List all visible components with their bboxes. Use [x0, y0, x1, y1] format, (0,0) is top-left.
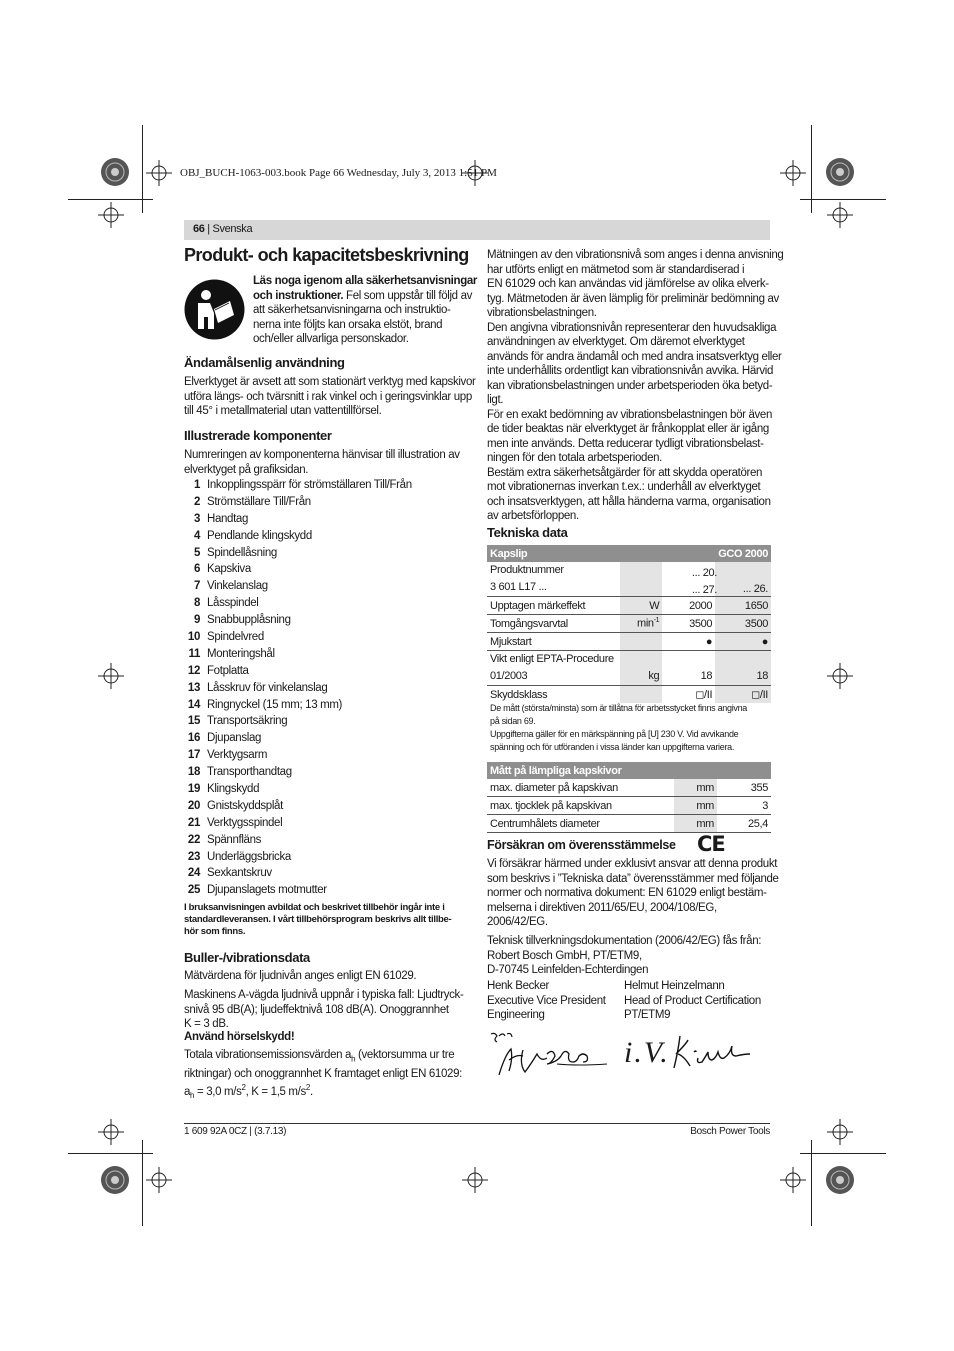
text-segment: , K = 1,5 m/s: [245, 1086, 306, 1099]
row-label: max. tjocklek på kapskivan: [487, 797, 674, 815]
warning-line-text: och/eller allvarliga personskador.: [253, 333, 409, 345]
text-segment: .: [310, 1086, 313, 1099]
col-model: GCO 2000: [715, 545, 771, 562]
crosshair-mark-icon: [780, 160, 806, 186]
table-row: [487, 779, 771, 797]
row-unit: [620, 615, 662, 633]
crosshair-mark-icon: [827, 202, 853, 228]
crosshair-mark-icon: [462, 1167, 488, 1193]
text-line: ningen för den totala arbetsperioden.: [487, 452, 663, 464]
list-item: [184, 648, 464, 665]
table-header-row: [487, 762, 771, 779]
text-line: Den angivna vibrationsnivån representerar den huvudsakliga: [487, 321, 777, 334]
row-unit: [620, 562, 662, 597]
list-item: [184, 631, 464, 648]
signatory-name: Henk Becker: [487, 980, 549, 992]
component-number: 22: [187, 833, 200, 846]
list-item: [184, 530, 464, 547]
component-name: Djupanslag: [207, 732, 262, 745]
component-name: Sexkantskruv: [207, 867, 272, 880]
superscript: 2: [305, 1083, 311, 1093]
ce-mark-icon: CE: [697, 832, 725, 856]
row-unit: mm: [674, 797, 717, 815]
row-value: 2000: [662, 597, 715, 615]
text-line: och insatsverktygen, att hålla händerna varma, organisation: [487, 495, 771, 508]
text-line: melserna i direktiven 2011/65/EU, 2004/108/EG,: [487, 901, 717, 914]
label-line: Produktnummer: [490, 564, 564, 576]
intended-use-heading: Ändamålsenlig användning: [184, 355, 345, 370]
component-number: 25: [187, 884, 200, 897]
text-segment: a: [184, 1086, 191, 1099]
text-line: Teknisk tillverkningsdokumentation (2006/42/EG) fås från:: [487, 935, 762, 947]
component-number: 1: [193, 479, 200, 491]
row-value-alt: [715, 651, 771, 686]
text-line: Robert Bosch GmbH, PT/ETM9,: [487, 949, 642, 962]
component-number: 16: [187, 732, 200, 745]
text-line: snivå 95 dB(A); ljudeffektnivå 108 dB(A). Onoggrannhet: [184, 1003, 449, 1016]
component-name: Pendlande klingskydd: [207, 529, 312, 542]
row-label: Mjukstart: [487, 633, 620, 651]
label-line: 3 601 L17 ...: [490, 581, 547, 593]
component-number: 9: [193, 614, 200, 627]
component-list: [184, 479, 464, 901]
component-number: 14: [187, 698, 200, 711]
registration-mark-icon: [100, 1165, 130, 1195]
list-item: [184, 867, 464, 884]
text-line: normer och normativa dokument: EN 61029 enligt bestäm-: [487, 887, 767, 899]
row-unit: W: [620, 597, 662, 615]
row-value-alt: ●: [715, 633, 771, 651]
signature-left: [487, 1030, 612, 1080]
component-name: Transporthandtag: [207, 766, 292, 779]
list-item: [184, 547, 464, 564]
warning-line-bold: och instruktioner.: [253, 289, 344, 302]
component-name: Kapskiva: [207, 563, 251, 576]
component-name: Spindelvred: [207, 631, 264, 644]
text-line: Mätningen av den vibrationsnivå som anges i denna anvisning: [487, 249, 784, 261]
text-line: inte underhållits ordentligt kan vibrationsnivån avvika. Härvid: [487, 365, 774, 377]
list-item: [184, 851, 464, 868]
row-unit: [620, 633, 662, 651]
text-line: Elverktyget är avsett att som stationärt verktyg med kapskivor: [184, 376, 476, 388]
text-line: används för andra ändamål och med andra insatsverktyg eller: [487, 350, 782, 363]
header-language: Svenska: [212, 223, 253, 235]
component-number: 7: [193, 580, 200, 593]
list-item: [184, 834, 464, 851]
page-header: [193, 223, 252, 235]
footer-rule: [184, 1123, 770, 1124]
text-line: D-70745 Leinfelden-Echterdingen: [487, 964, 649, 976]
row-label: [487, 562, 620, 597]
disc-dimensions-table: [487, 762, 771, 833]
text-line: utföra längs- och tvärsnitt i rak vinkel och i geringsvinklar upp: [184, 390, 472, 403]
table-row: [487, 815, 771, 833]
text-line: mot vibrationernas inverkan t.ex.: underhåll av elverktyget: [487, 481, 761, 493]
list-item: [184, 715, 464, 732]
list-item: [184, 614, 464, 631]
component-name: Spindellåsning: [207, 546, 277, 559]
row-value: [662, 651, 715, 686]
component-name: Fotplatta: [207, 664, 249, 677]
row-value: ●: [662, 633, 715, 651]
component-name: Verktygsarm: [207, 749, 268, 762]
text-line: Maskinens A-vägda ljudnivå uppnår i typiska fall: Ljudtryck-: [184, 989, 464, 1001]
product-number-suffix: ... 20.: [691, 567, 717, 579]
value-line: 18: [700, 670, 713, 682]
subscript: h: [351, 1054, 356, 1064]
vibration-explanation: [487, 248, 783, 524]
row-value: 3: [717, 797, 771, 815]
text-line: som beskrivs i ”Tekniska data” överensstämmer med följande: [487, 872, 779, 885]
component-name: Klingskydd: [207, 783, 260, 796]
tech-data-heading: Tekniska data: [487, 525, 568, 540]
noise-heading: Buller-/vibrationsdata: [184, 950, 310, 965]
components-intro: [184, 448, 460, 477]
component-number: 21: [187, 816, 200, 829]
component-name: Underläggsbricka: [207, 850, 291, 863]
component-number: 17: [187, 749, 200, 762]
page-title: Produkt- och kapacitetsbeskrivning: [184, 245, 469, 265]
warning-line-text: nerna inte följts kan orsaka elstöt, brand: [253, 318, 443, 331]
row-unit: [620, 651, 662, 686]
page-header-bar: [184, 220, 770, 240]
row-label: max. diameter på kapskivan: [487, 779, 674, 797]
list-item: [184, 749, 464, 766]
component-number: 3: [193, 512, 200, 525]
text-line: Numreringen av komponenterna hänvisar till illustration av: [184, 449, 460, 461]
list-item: [184, 699, 464, 716]
crosshair-mark-icon: [98, 202, 124, 228]
list-item: [184, 884, 464, 901]
product-number-alt-value: ... 26.: [742, 583, 768, 595]
registration-mark-icon: [100, 157, 130, 187]
list-item: [184, 783, 464, 800]
signatory-dept: Engineering: [487, 1009, 545, 1021]
value-line: 18: [756, 670, 768, 682]
row-value: 25,4: [717, 815, 771, 833]
signatory-title: Head of Product Certification: [624, 994, 761, 1007]
component-number: 20: [187, 799, 200, 812]
component-number: 8: [193, 597, 200, 610]
list-item: [184, 665, 464, 682]
hearing-protection-warning: Använd hörselskydd!: [184, 1031, 295, 1043]
component-name: Låsspindel: [207, 597, 259, 610]
text-line: I bruksanvisningen avbildat och beskrivet tillbehör ingår inte i: [184, 902, 445, 913]
text-line: på sidan 69.: [490, 716, 536, 726]
text-line: hör som finns.: [184, 926, 246, 937]
crosshair-mark-icon: [146, 1167, 172, 1193]
components-heading: Illustrerade komponenter: [184, 428, 332, 443]
text-line: tyg. Mätmetoden är även lämplig för preliminär bedömning av: [487, 292, 779, 305]
vibration-values: [184, 1048, 462, 1104]
component-number: 24: [187, 867, 200, 880]
accessories-note: [184, 902, 451, 938]
tech-data-notes: [490, 702, 747, 754]
component-name: Ringnyckel (15 mm; 13 mm): [207, 698, 343, 711]
signatory-title: Executive Vice President: [487, 994, 606, 1007]
text-line: För en exakt bedömning av vibrationsbelastningen bör även: [487, 408, 772, 421]
component-name: Strömställare Till/Från: [207, 495, 311, 508]
component-name: Spännfläns: [207, 833, 262, 846]
label-line: 01/2003: [490, 670, 528, 682]
crosshair-mark-icon: [827, 1119, 853, 1145]
component-number: 23: [187, 850, 200, 863]
list-item: [184, 563, 464, 580]
text-line: de tider beaktas när elverktyget är frånkopplat eller är igång: [487, 423, 769, 435]
conformity-text: [487, 857, 779, 930]
subscript: h: [190, 1091, 195, 1101]
component-number: 18: [187, 766, 200, 779]
component-number: 12: [187, 664, 200, 677]
label-line: Vikt enligt EPTA-Procedure: [490, 653, 614, 665]
conformity-heading: Försäkran om överensstämmelse: [487, 838, 676, 852]
text-segment: Totala vibrationsemissionsvärden a: [184, 1049, 352, 1061]
registration-mark-icon: [825, 1165, 855, 1195]
text-line: Vi försäkrar härmed under exklusivt ansvar att denna produkt: [487, 858, 778, 870]
component-name: Transportsäkring: [207, 715, 288, 728]
list-item: [184, 496, 464, 513]
warning-line-bold: Läs noga igenom alla säkerhetsanvisningar: [253, 275, 478, 287]
table-row: [487, 615, 771, 633]
component-name: Inkopplingsspärr för strömställaren Till/Från: [207, 479, 412, 491]
component-name: Snabbupplåsning: [207, 614, 291, 627]
unit-superscript: -1: [653, 617, 660, 625]
row-unit: mm: [674, 779, 717, 797]
superscript: 2: [241, 1083, 246, 1093]
product-number-suffix: ... 27.: [691, 583, 717, 596]
text-segment: (vektorsumma ur tre: [355, 1049, 455, 1061]
text-segment: = 3,0 m/s: [194, 1086, 242, 1099]
technical-documentation: [487, 934, 761, 978]
list-item: [184, 682, 464, 699]
signature-iv: i.V.: [624, 1036, 670, 1069]
text-line: 2006/42/EG.: [487, 916, 548, 928]
text-line: till 45° i metallmaterial utan vattentillförsel.: [184, 405, 382, 417]
list-item: [184, 817, 464, 834]
text-line: användningen av elverktyget. Om däremot elverktyget: [487, 336, 745, 348]
list-item: [184, 800, 464, 817]
warning-line-text: att säkerhetsanvisningarna och instruktio-: [253, 304, 451, 316]
text-line: kan vibrationsbelastningen under arbetsperioden öka betyd-: [487, 379, 773, 392]
row-label: Tomgångsvarvtal: [487, 615, 620, 633]
text-line: De mått (största/minsta) som är tillåtna för arbetsstycket finns angivna: [490, 703, 748, 713]
list-item: [184, 732, 464, 749]
component-number: 2: [193, 495, 200, 508]
text-line: Uppgifterna gäller för en märkspänning på [U] 230 V. Vid avvikande: [490, 729, 739, 739]
text-line: ligt.: [487, 394, 504, 406]
row-unit: mm: [674, 815, 717, 833]
signature-right: [668, 1032, 754, 1072]
list-item: [184, 597, 464, 614]
table-row: [487, 633, 771, 651]
table-header-row: [487, 545, 771, 562]
footer-document-id: 1 609 92A 0CZ | (3.7.13): [184, 1126, 287, 1137]
signatory-left: [487, 979, 606, 1023]
list-item: [184, 513, 464, 530]
text-line: riktningar) och onoggrannhet K framtaget enligt EN 61029:: [184, 1067, 462, 1080]
noise-levels: [184, 988, 463, 1032]
component-name: Verktygsspindel: [207, 816, 283, 829]
protection-class-value: ◻/II: [695, 689, 713, 701]
text-line: EN 61029 och kan användas vid jämförelse av olika elverk-: [487, 278, 769, 290]
component-number: 4: [193, 529, 200, 542]
header-separator: |: [204, 223, 213, 235]
signatory-name: Helmut Heinzelmann: [624, 980, 725, 992]
text-line: har utförts enligt en mätmetod som är standardiserad i: [487, 263, 745, 276]
component-name: Monteringshål: [207, 647, 275, 660]
text-line: elverktyget på grafiksidan.: [184, 463, 309, 476]
row-label: [487, 651, 620, 686]
text-line: men inte används. Detta reducerar tydligt vibrationsbelast-: [487, 437, 764, 450]
tech-data-table: [487, 545, 771, 703]
table-row: [487, 797, 771, 815]
text-line: Bestäm extra säkerhetsåtgärder för att skydda operatören: [487, 466, 763, 479]
registration-mark-icon: [825, 157, 855, 187]
row-value: 355: [717, 779, 771, 797]
row-unit: [620, 686, 662, 704]
component-name: Handtag: [207, 512, 249, 525]
text-line: K = 3 dB.: [184, 1018, 229, 1030]
unit-text: kg: [648, 670, 660, 682]
table-row: [487, 651, 771, 686]
component-number: 11: [188, 647, 200, 660]
component-name: Djupanslagets motmutter: [207, 884, 327, 897]
read-manual-icon: [184, 279, 245, 340]
component-number: 19: [187, 783, 200, 796]
component-number: 5: [193, 546, 200, 559]
signatory-dept: PT/ETM9: [624, 1009, 671, 1021]
list-item: [184, 479, 464, 496]
page-number: 66: [193, 223, 205, 235]
component-name: Låsskruv för vinkelanslag: [207, 681, 328, 694]
unit-text: min: [637, 617, 654, 630]
list-item: [184, 580, 464, 597]
footer-brand: Bosch Power Tools: [690, 1126, 770, 1137]
list-item: [184, 766, 464, 783]
component-number: 13: [187, 681, 200, 694]
noise-standard: Mätvärdena för ljudnivån anges enligt EN 61029.: [184, 970, 417, 982]
text-line: standardleveransen. I vårt tillbehörsprogram beskrivs allt tillbe-: [184, 914, 452, 925]
row-value-alt: 1650: [715, 597, 771, 615]
crosshair-mark-icon: [827, 663, 853, 689]
product-number-values: [663, 566, 717, 597]
disc-table-heading: Mått på lämpliga kapskivor: [487, 762, 771, 779]
row-value: 3500: [662, 615, 715, 633]
text-line: vibrationsbelastningen.: [487, 307, 597, 319]
crosshair-mark-icon: [98, 663, 124, 689]
row-label: Skyddsklass: [490, 688, 548, 701]
col-product: Kapslip: [487, 545, 715, 562]
crosshair-mark-icon: [780, 1167, 806, 1193]
component-number: 6: [193, 563, 200, 576]
safety-warning: [253, 274, 477, 347]
component-number: 15: [187, 715, 200, 728]
print-job-info: OBJ_BUCH-1063-003.book Page 66 Wednesday, July 3, 2013 1:51 PM: [180, 167, 497, 179]
table-row: [487, 597, 771, 615]
text-line: av arbetsförloppen.: [487, 510, 579, 522]
protection-class-value-alt: ◻/II: [715, 686, 771, 704]
table-row: [487, 686, 771, 704]
row-label: Centrumhålets diameter: [487, 815, 674, 833]
warning-line-text: Fel som uppstår till följd av: [343, 289, 473, 302]
intended-use-text: [184, 375, 475, 419]
component-number: 10: [187, 631, 200, 644]
signatory-right: [624, 979, 761, 1023]
crosshair-mark-icon: [146, 160, 172, 186]
component-name: Gnistskyddsplåt: [207, 799, 283, 812]
row-label: Upptagen märkeffekt: [487, 597, 620, 615]
text-line: spänning och för utföranden i vissa länder kan uppgifterna variera.: [490, 742, 735, 752]
component-name: Vinkelanslag: [207, 580, 268, 593]
crosshair-mark-icon: [98, 1119, 124, 1145]
row-value-alt: 3500: [715, 615, 771, 633]
